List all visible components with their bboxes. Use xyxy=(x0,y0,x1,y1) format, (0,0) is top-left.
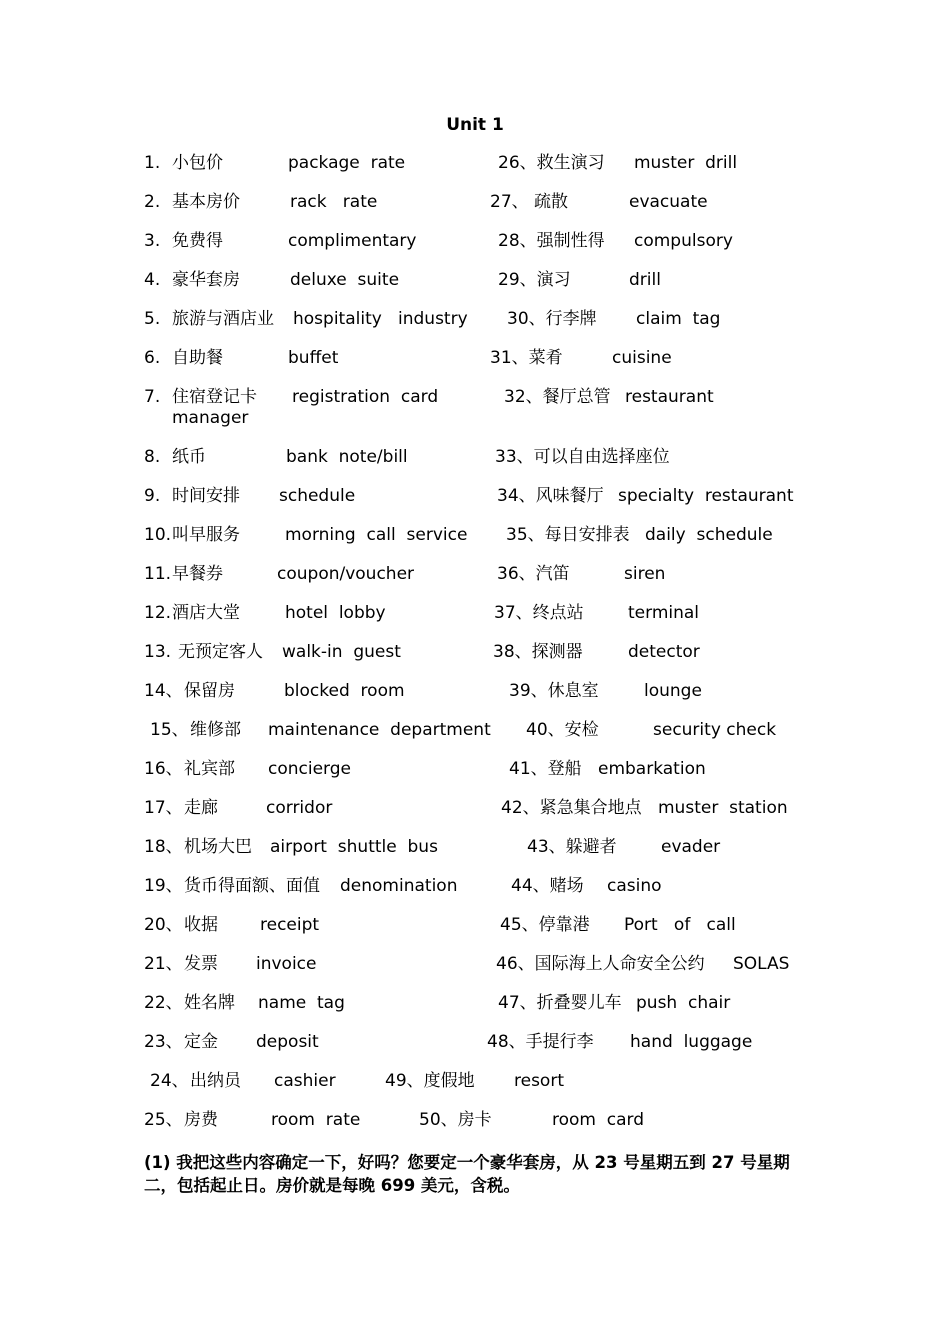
chinese-term-right: 29、演习 xyxy=(498,270,571,290)
english-term-right: hand luggage xyxy=(630,1032,753,1052)
chinese-term-right: 48、手提行李 xyxy=(487,1032,594,1052)
english-term: complimentary xyxy=(288,231,417,251)
english-term-right: lounge xyxy=(644,681,702,701)
chinese-term-right: 30、行李牌 xyxy=(507,309,597,329)
chinese-term-right: 49、度假地 xyxy=(385,1071,475,1091)
row-number: 21、 xyxy=(144,954,183,974)
row-number: 18、 xyxy=(144,837,183,857)
chinese-term-right: 35、每日安排表 xyxy=(506,525,630,545)
row-number: 19、 xyxy=(144,876,183,896)
english-term-right: evader xyxy=(661,837,721,857)
english-term: maintenance department xyxy=(268,720,491,740)
chinese-term-right: 44、赌场 xyxy=(511,876,584,896)
english-term: walk-in guest xyxy=(282,642,401,662)
chinese-term: 礼宾部 xyxy=(184,759,235,779)
chinese-term-right: 41、登船 xyxy=(509,759,582,779)
chinese-term-right: 36、汽笛 xyxy=(497,564,570,584)
english-term-right: cuisine xyxy=(612,348,672,368)
english-term: denomination xyxy=(340,876,458,896)
chinese-term: 自助餐 xyxy=(172,348,223,368)
english-term-right: claim tag xyxy=(636,309,721,329)
chinese-term: 旅游与酒店业 xyxy=(172,309,274,329)
row-number: 9. xyxy=(144,486,161,506)
english-term-right: SOLAS xyxy=(733,954,790,974)
english-term: deposit xyxy=(256,1032,319,1052)
row-number: 24、 xyxy=(150,1071,189,1091)
chinese-term-right: 32、餐厅总管 xyxy=(504,387,611,407)
chinese-term: 维修部 xyxy=(190,720,241,740)
row-number: 17、 xyxy=(144,798,183,818)
english-term-right: terminal xyxy=(628,603,700,623)
english-term-right: compulsory xyxy=(634,231,733,251)
english-term-right: room card xyxy=(552,1110,645,1130)
chinese-term: 出纳员 xyxy=(190,1071,241,1091)
chinese-term-right: 28、强制性得 xyxy=(498,231,605,251)
english-term-right: Port of call xyxy=(624,915,736,935)
row-number: 22、 xyxy=(144,993,183,1013)
english-term: name tag xyxy=(258,993,345,1013)
chinese-term-right: 40、安检 xyxy=(526,720,599,740)
chinese-term: 基本房价 xyxy=(172,192,240,212)
english-term: registration card xyxy=(292,387,439,407)
english-term-right: resort xyxy=(514,1071,564,1091)
english-term-right: restaurant xyxy=(625,387,714,407)
english-term: deluxe suite xyxy=(290,270,400,290)
english-term: blocked room xyxy=(284,681,405,701)
row-number: 11. xyxy=(144,564,172,584)
english-term-right: daily schedule xyxy=(645,525,773,545)
row-number: 3. xyxy=(144,231,161,251)
row-number: 25、 xyxy=(144,1110,183,1130)
english-term: corridor xyxy=(266,798,333,818)
row-number: 1. xyxy=(144,153,161,173)
row-number: 15、 xyxy=(150,720,189,740)
row-number: 4. xyxy=(144,270,161,290)
chinese-term: 时间安排 xyxy=(172,486,240,506)
chinese-term-right: 37、终点站 xyxy=(494,603,584,623)
english-term: concierge xyxy=(268,759,351,779)
english-term: schedule xyxy=(279,486,356,506)
chinese-term: 酒店大堂 xyxy=(172,603,240,623)
english-term-right: casino xyxy=(607,876,662,896)
chinese-term-right: 50、房卡 xyxy=(419,1110,492,1130)
chinese-term-right: 34、风味餐厅 xyxy=(497,486,604,506)
row-number: 16、 xyxy=(144,759,183,779)
chinese-term-right: 46、国际海上人命安全公约 xyxy=(496,954,705,974)
english-term: hotel lobby xyxy=(285,603,386,623)
row-number: 6. xyxy=(144,348,161,368)
english-term-right-wrap: manager xyxy=(172,408,249,428)
row-number: 5. xyxy=(144,309,161,329)
row-number: 14、 xyxy=(144,681,183,701)
english-term: invoice xyxy=(256,954,317,974)
chinese-term-right: 45、停靠港 xyxy=(500,915,590,935)
chinese-term: 姓名牌 xyxy=(184,993,235,1013)
english-term: airport shuttle bus xyxy=(270,837,438,857)
row-number: 13. xyxy=(144,642,172,662)
chinese-term: 小包价 xyxy=(172,153,223,173)
row-number: 20、 xyxy=(144,915,183,935)
row-number: 23、 xyxy=(144,1032,183,1052)
row-number: 8. xyxy=(144,447,161,467)
chinese-term: 走廊 xyxy=(184,798,218,818)
chinese-term: 早餐券 xyxy=(172,564,223,584)
row-number: 12. xyxy=(144,603,172,623)
english-term-right: detector xyxy=(628,642,700,662)
chinese-term: 免费得 xyxy=(172,231,223,251)
chinese-term-right: 33、可以自由选择座位 xyxy=(495,447,670,467)
chinese-term-right: 39、休息室 xyxy=(509,681,599,701)
chinese-term: 货币得面额、面值 xyxy=(184,876,320,896)
english-term-right: embarkation xyxy=(598,759,706,779)
chinese-term: 住宿登记卡 xyxy=(172,387,257,407)
chinese-term: 房费 xyxy=(184,1110,218,1130)
english-term-right: security check xyxy=(653,720,777,740)
chinese-term-right: 27、 疏散 xyxy=(490,192,569,212)
english-term-right: push chair xyxy=(636,993,731,1013)
row-number: 10. xyxy=(144,525,172,545)
english-term: hospitality industry xyxy=(293,309,468,329)
english-term-right: muster drill xyxy=(634,153,738,173)
chinese-term: 定金 xyxy=(184,1032,218,1052)
row-number: 2. xyxy=(144,192,161,212)
chinese-term: 纸币 xyxy=(172,447,206,467)
english-term-right: drill xyxy=(629,270,661,290)
chinese-term: 发票 xyxy=(184,954,218,974)
english-term: bank note/bill xyxy=(286,447,408,467)
chinese-term: 机场大巴 xyxy=(184,837,252,857)
chinese-term: 叫早服务 xyxy=(172,525,240,545)
english-term: rack rate xyxy=(290,192,378,212)
chinese-term-right: 43、躲避者 xyxy=(527,837,617,857)
english-term-right: siren xyxy=(624,564,666,584)
page-title: Unit 1 xyxy=(446,115,504,135)
english-term: room rate xyxy=(271,1110,361,1130)
chinese-term-right: 38、探测器 xyxy=(493,642,583,662)
english-term: buffet xyxy=(288,348,339,368)
chinese-term: 保留房 xyxy=(184,681,235,701)
english-term: morning call service xyxy=(285,525,468,545)
english-term: package rate xyxy=(288,153,406,173)
chinese-term-right: 47、折叠婴儿车 xyxy=(498,993,622,1013)
english-term: coupon/voucher xyxy=(277,564,415,584)
english-term: cashier xyxy=(274,1071,336,1091)
chinese-term-right: 31、菜肴 xyxy=(490,348,563,368)
chinese-term-right: 42、紧急集合地点 xyxy=(501,798,642,818)
english-term: receipt xyxy=(260,915,320,935)
english-term-right: muster station xyxy=(658,798,788,818)
english-term-right: specialty restaurant xyxy=(618,486,794,506)
row-number: 7. xyxy=(144,387,161,407)
chinese-term-right: 26、救生演习 xyxy=(498,153,605,173)
chinese-term: 收据 xyxy=(184,915,218,935)
chinese-term: 豪华套房 xyxy=(172,270,240,290)
dialogue-paragraph: (1) 我把这些内容确定一下，好吗？您要定一个豪华套房，从 23 号星期五到 27 号星期二，包括起止日。房价就是每晚 699 美元，含税。 xyxy=(144,1153,790,1195)
english-term-right: evacuate xyxy=(629,192,708,212)
chinese-term: 无预定客人 xyxy=(178,642,263,662)
